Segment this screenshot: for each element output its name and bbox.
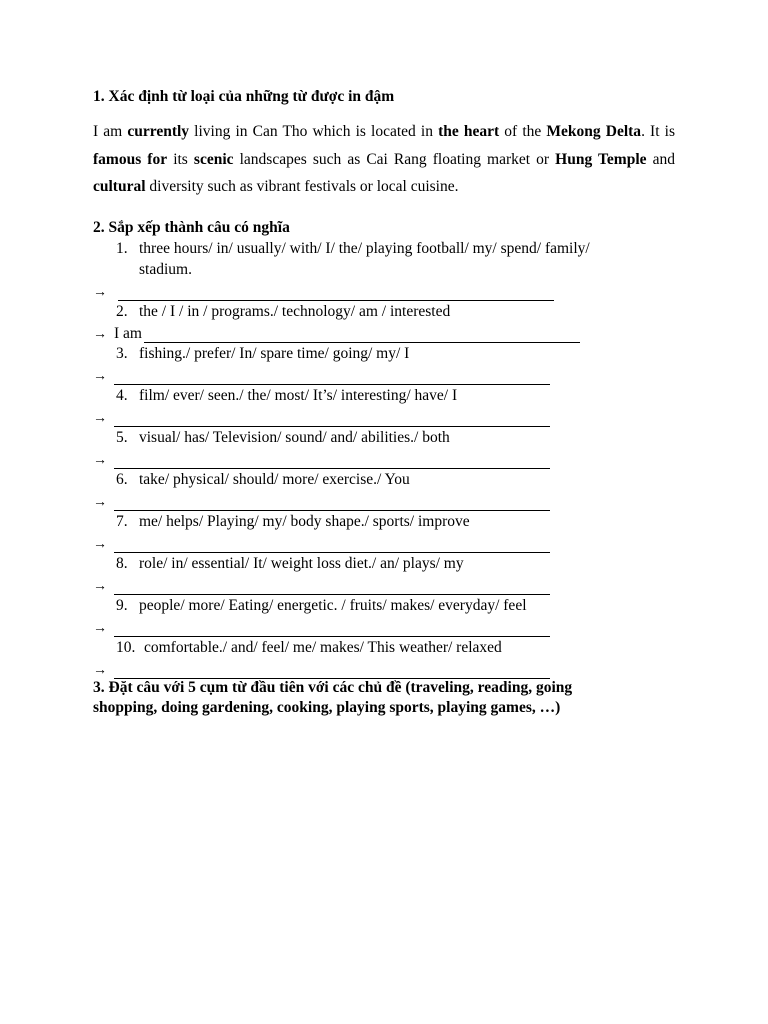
section3-heading-line1: 3. Đặt câu với 5 cụm từ đầu tiên với các chủ đề (traveling, reading, going bbox=[93, 679, 573, 696]
bold-word: the heart bbox=[438, 123, 500, 140]
answer-blank-line[interactable] bbox=[114, 426, 550, 427]
answer-arrow-icon: → bbox=[93, 411, 107, 426]
bold-word: cultural bbox=[93, 178, 146, 195]
answer-arrow-icon: → bbox=[93, 327, 107, 342]
item-prompt: people/ more/ Eating/ energetic. / fruits/ makes/ everyday/ feel bbox=[139, 597, 527, 614]
item-number: 4. bbox=[116, 387, 128, 404]
paragraph-text: living in Can Tho which is located in bbox=[189, 123, 439, 140]
answer-blank-line[interactable] bbox=[114, 468, 550, 469]
section3-heading-line2: shopping, doing gardening, cooking, playing sports, playing games, …) bbox=[93, 699, 561, 716]
section1-paragraph bbox=[93, 118, 675, 201]
answer-prefix: I am bbox=[114, 325, 142, 342]
item-prompt-continued: stadium. bbox=[139, 261, 192, 278]
section1-heading: 1. Xác định từ loại của những từ được in đậm bbox=[93, 88, 395, 105]
item-prompt: me/ helps/ Playing/ my/ body shape./ sports/ improve bbox=[139, 513, 470, 530]
bold-word: famous for bbox=[93, 150, 168, 168]
answer-blank-line[interactable] bbox=[114, 594, 550, 595]
paragraph-text: landscapes such as Cai Rang floating market or bbox=[233, 150, 556, 168]
bold-word: scenic bbox=[193, 150, 234, 168]
paragraph-text: and bbox=[646, 150, 675, 168]
answer-blank-line[interactable] bbox=[114, 384, 550, 385]
bold-word: currently bbox=[127, 123, 190, 140]
paragraph-text: diversity such as vibrant festivals or local cuisine. bbox=[145, 178, 459, 195]
answer-blank-line[interactable] bbox=[114, 510, 550, 511]
item-prompt: the / I / in / programs./ technology/ am / interested bbox=[139, 303, 451, 320]
item-prompt: visual/ has/ Television/ sound/ and/ abilities./ both bbox=[139, 429, 450, 446]
item-prompt: three hours/ in/ usually/ with/ I/ the/ playing football/ my/ spend/ family/ bbox=[139, 240, 590, 257]
item-prompt: fishing./ prefer/ In/ spare time/ going/ my/ I bbox=[139, 345, 410, 362]
item-number: 2. bbox=[116, 303, 128, 320]
answer-arrow-icon: → bbox=[93, 621, 107, 636]
answer-arrow-icon: → bbox=[93, 369, 107, 384]
answer-arrow-icon: → bbox=[93, 663, 107, 678]
answer-blank-line[interactable] bbox=[118, 300, 554, 301]
item-number: 7. bbox=[116, 513, 128, 530]
paragraph-text: of the bbox=[499, 123, 547, 140]
answer-arrow-icon: → bbox=[93, 537, 107, 552]
item-prompt: comfortable./ and/ feel/ me/ makes/ This weather/ relaxed bbox=[144, 639, 502, 656]
item-number: 3. bbox=[116, 345, 128, 362]
paragraph-text: . It is bbox=[641, 123, 675, 140]
item-number: 9. bbox=[116, 597, 128, 614]
item-number: 5. bbox=[116, 429, 128, 446]
item-prompt: role/ in/ essential/ It/ weight loss diet./ an/ plays/ my bbox=[139, 555, 464, 572]
bold-word: Hung Temple bbox=[555, 150, 647, 168]
paragraph-text: its bbox=[167, 150, 194, 168]
item-number: 10. bbox=[116, 639, 136, 656]
answer-arrow-icon: → bbox=[93, 285, 107, 300]
answer-arrow-icon: → bbox=[93, 453, 107, 468]
item-number: 8. bbox=[116, 555, 128, 572]
item-number: 6. bbox=[116, 471, 128, 488]
answer-arrow-icon: → bbox=[93, 495, 107, 510]
answer-blank-line[interactable] bbox=[114, 636, 550, 637]
paragraph-text: I am bbox=[93, 123, 128, 140]
answer-arrow-icon: → bbox=[93, 579, 107, 594]
item-prompt: take/ physical/ should/ more/ exercise./ You bbox=[139, 471, 410, 488]
answer-blank-line[interactable] bbox=[114, 552, 550, 553]
answer-blank-line[interactable] bbox=[114, 678, 550, 679]
item-prompt: film/ ever/ seen./ the/ most/ It’s/ interesting/ have/ I bbox=[139, 387, 458, 404]
item-number: 1. bbox=[116, 240, 128, 257]
answer-blank-line[interactable] bbox=[144, 342, 580, 343]
section2-heading: 2. Sắp xếp thành câu có nghĩa bbox=[93, 219, 290, 236]
bold-word: Mekong Delta bbox=[546, 123, 642, 140]
